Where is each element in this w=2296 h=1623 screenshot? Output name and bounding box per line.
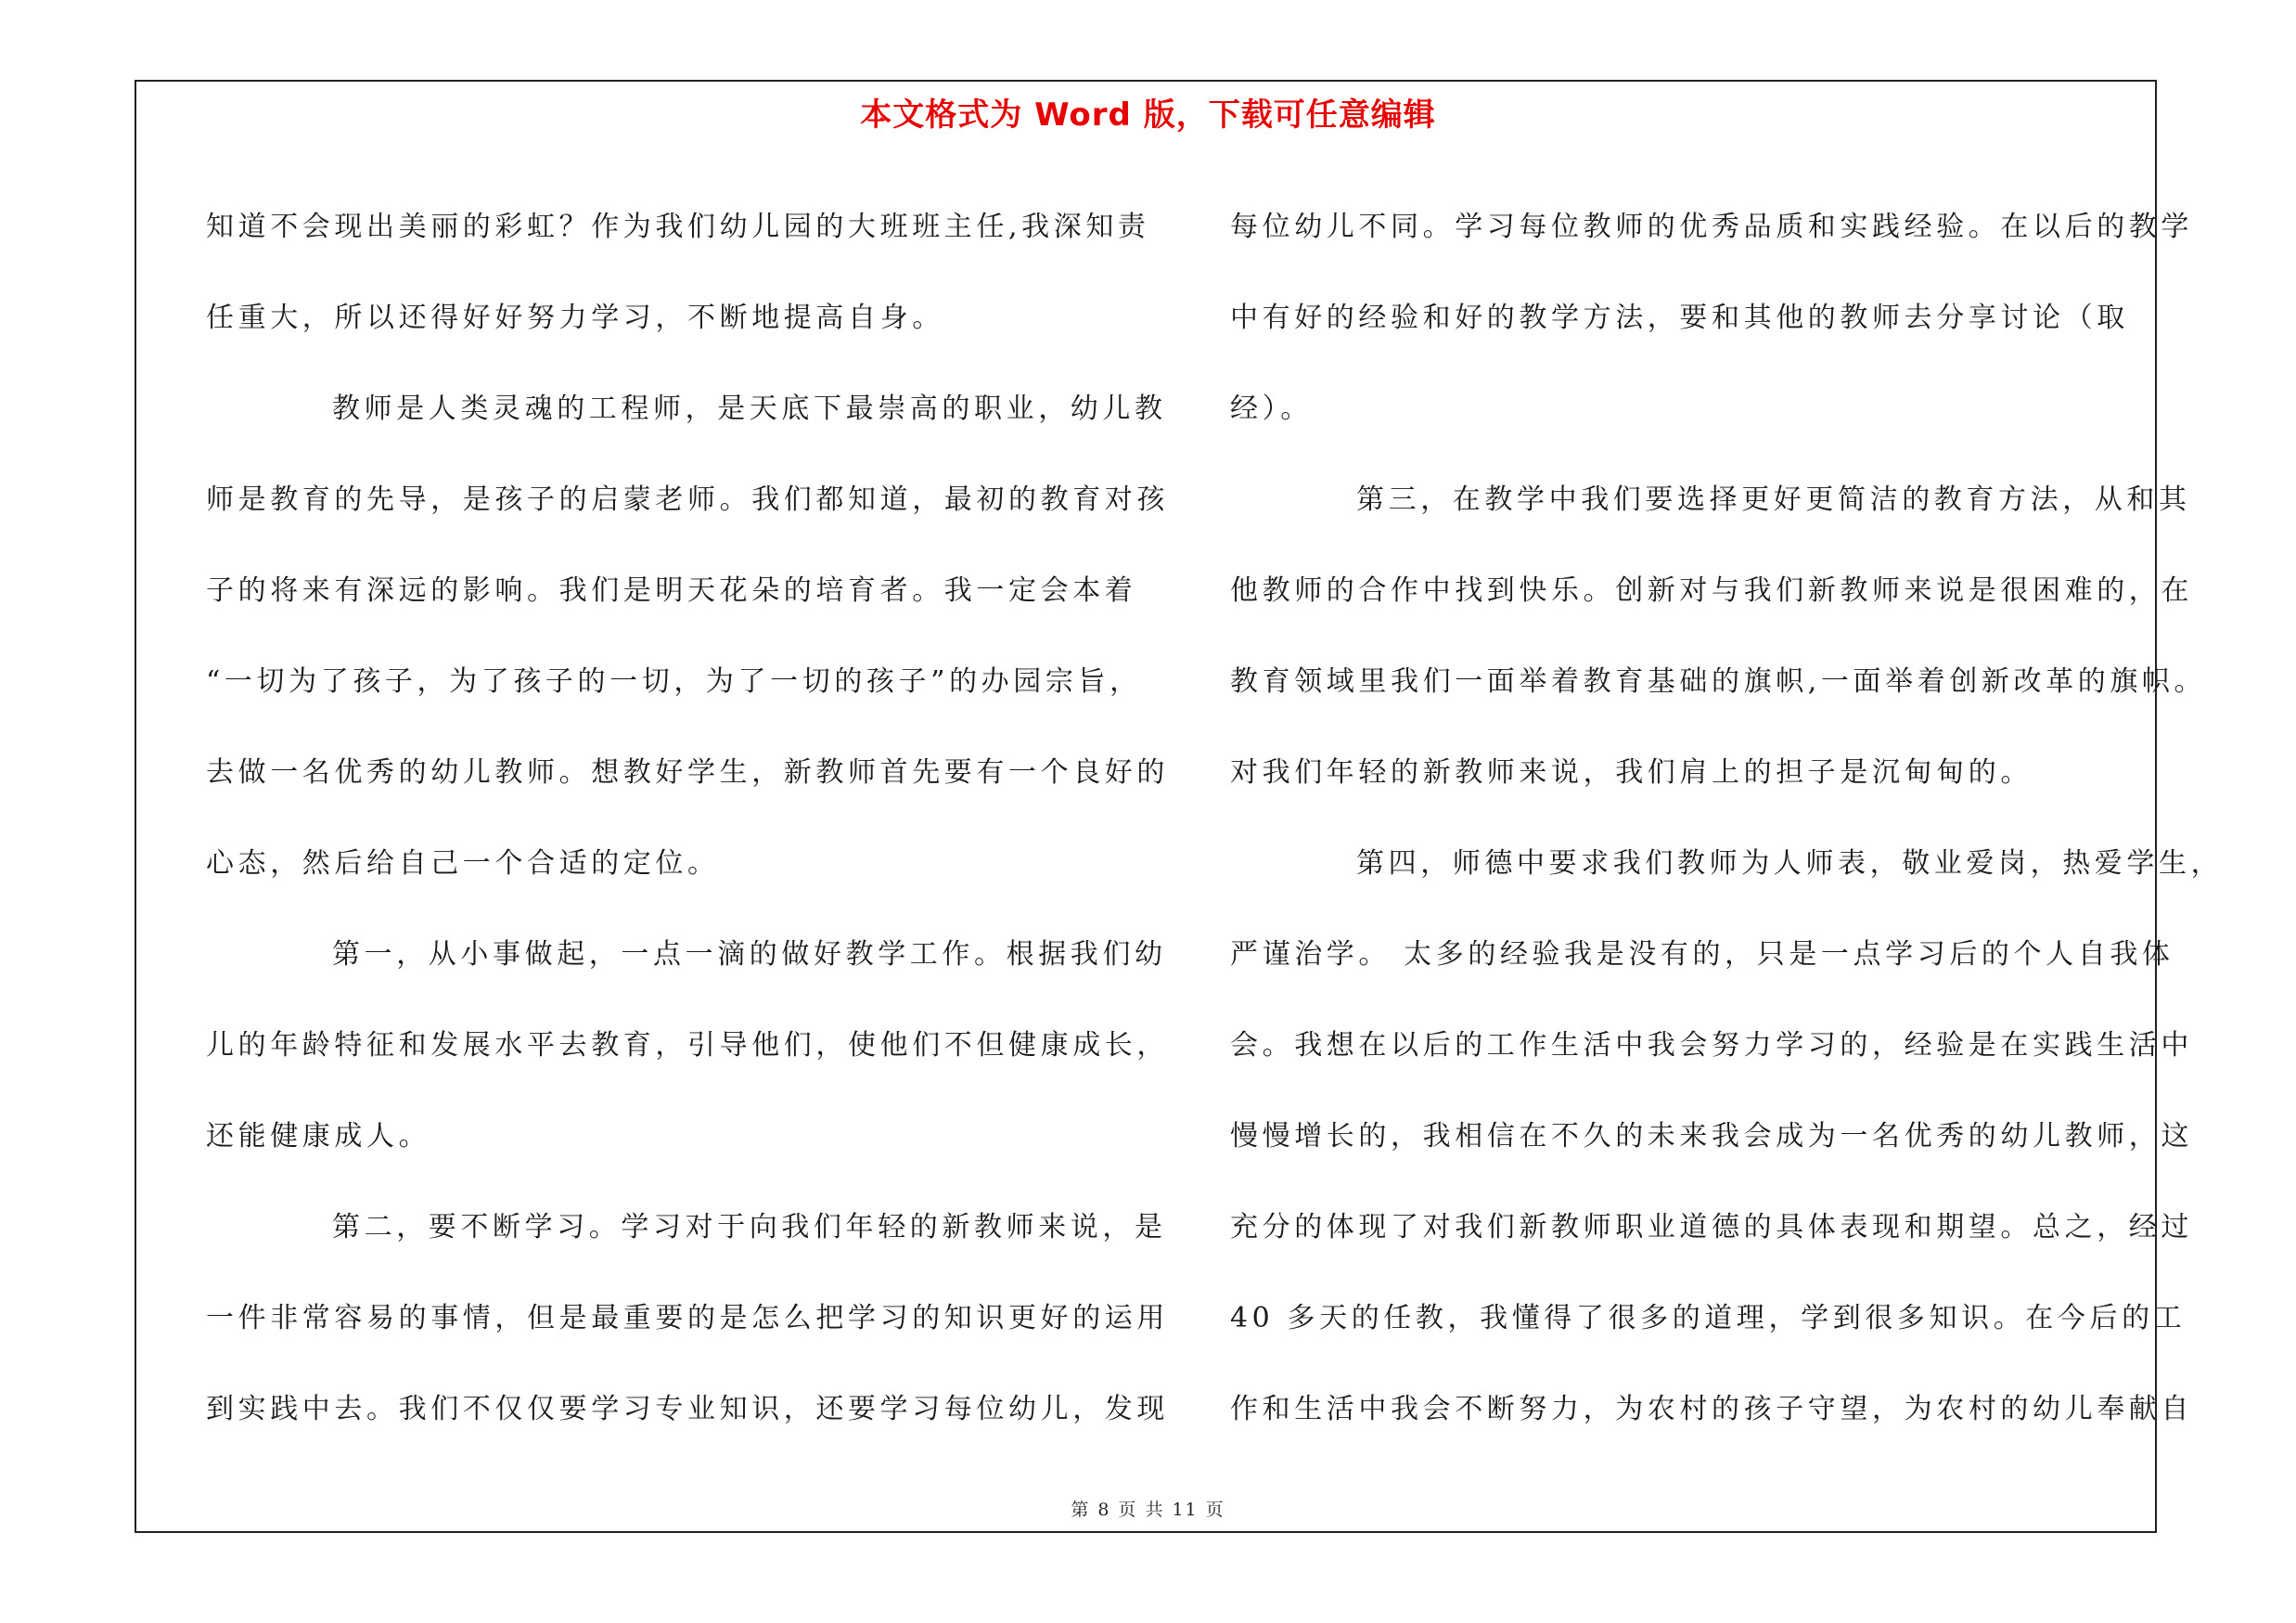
body-text-line: 教育领域里我们一面举着教育基础的旗帜,一面举着创新改革的旗帜。 [1230,665,2207,698]
body-text-line: 充分的体现了对我们新教师职业道德的具体表现和期望。总之，经过 [1230,1211,2193,1243]
right-text-column [1230,182,2224,1455]
body-text-line: 慢慢增长的，我相信在不久的未来我会成为一名优秀的幼儿教师，这 [1230,1120,2193,1153]
body-text-line: 对我们年轻的新教师来说，我们肩上的担子是沉甸甸的。 [1230,756,2033,789]
body-text-line: 会。我想在以后的工作生活中我会努力学习的，经验是在实践生活中 [1230,1029,2193,1062]
left-text-column [206,182,1169,1455]
body-text-line: 40 多天的任教，我懂得了很多的道理，学到很多知识。在今后的工 [1230,1302,2187,1334]
body-text-line: 一件非常容易的事情，但是最重要的是怎么把学习的知识更好的运用 [206,1302,1169,1334]
body-text-line: 到实践中去。我们不仅仅要学习专业知识，还要学习每位幼儿，发现 [206,1393,1169,1425]
body-text-line: 经）。 [1230,393,1313,425]
page-label-suffix: 页 [1205,1500,1225,1520]
body-text-line: 知道不会现出美丽的彩虹？作为我们幼儿园的大班班主任,我深知责 [206,211,1150,243]
paragraph-start-line: 教师是人类灵魂的工程师，是天底下最崇高的职业，幼儿教 [332,393,1167,425]
body-text-line: 还能健康成人。 [206,1120,431,1153]
body-text-line: 师是教育的先导，是孩子的启蒙老师。我们都知道，最初的教育对孩 [206,483,1169,516]
body-text-line: 他教师的合作中找到快乐。创新对与我们新教师来说是很困难的，在 [1230,574,2193,607]
current-page-number: 8 [1097,1500,1111,1520]
body-text-line: 任重大，所以还得好好努力学习，不断地提高自身。 [206,302,944,334]
paragraph-start-line: 第三，在教学中我们要选择更好更简洁的教育方法，从和其 [1356,483,2191,516]
body-text-line: 严谨治学。 太多的经验我是没有的，只是一点学习后的个人自我体 [1230,938,2174,971]
body-text-line: 去做一名优秀的幼儿教师。想教好学生，新教师首先要有一个良好的 [206,756,1169,789]
body-text-line: 子的将来有深远的影响。我们是明天花朵的培育者。我一定会本着 [206,574,1137,607]
body-text-line: 心态，然后给自己一个合适的定位。 [206,847,720,880]
editable-format-banner: 本文格式为 Word 版，下载可任意编辑 [860,97,1436,134]
paragraph-start-line: 第四，师德中要求我们教师为人师表，敬业爱岗，热爱学生， [1356,847,2224,880]
body-text-line: 每位幼儿不同。学习每位教师的优秀品质和实践经验。在以后的教学 [1230,211,2193,243]
paragraph-start-line: 第二，要不断学习。学习对于向我们年轻的新教师来说，是 [332,1211,1167,1243]
body-text-line: 中有好的经验和好的教学方法，要和其他的教师去分享讨论（取 [1230,302,2129,334]
body-text-line: 儿的年龄特征和发展水平去教育，引导他们，使他们不但健康成长， [206,1029,1169,1062]
body-text-line: 作和生活中我会不断努力，为农村的孩子守望，为农村的幼儿奉献自 [1230,1393,2193,1425]
body-text-line: “一切为了孩子，为了孩子的一切，为了一切的孩子”的办园宗旨， [206,665,1142,698]
page-label-prefix: 第 [1071,1500,1091,1520]
page-label-middle: 页 共 [1118,1500,1165,1520]
paragraph-start-line: 第一，从小事做起，一点一滴的做好教学工作。根据我们幼 [332,938,1167,971]
page-number-footer [0,1496,2296,1521]
total-page-count: 11 [1172,1500,1199,1520]
